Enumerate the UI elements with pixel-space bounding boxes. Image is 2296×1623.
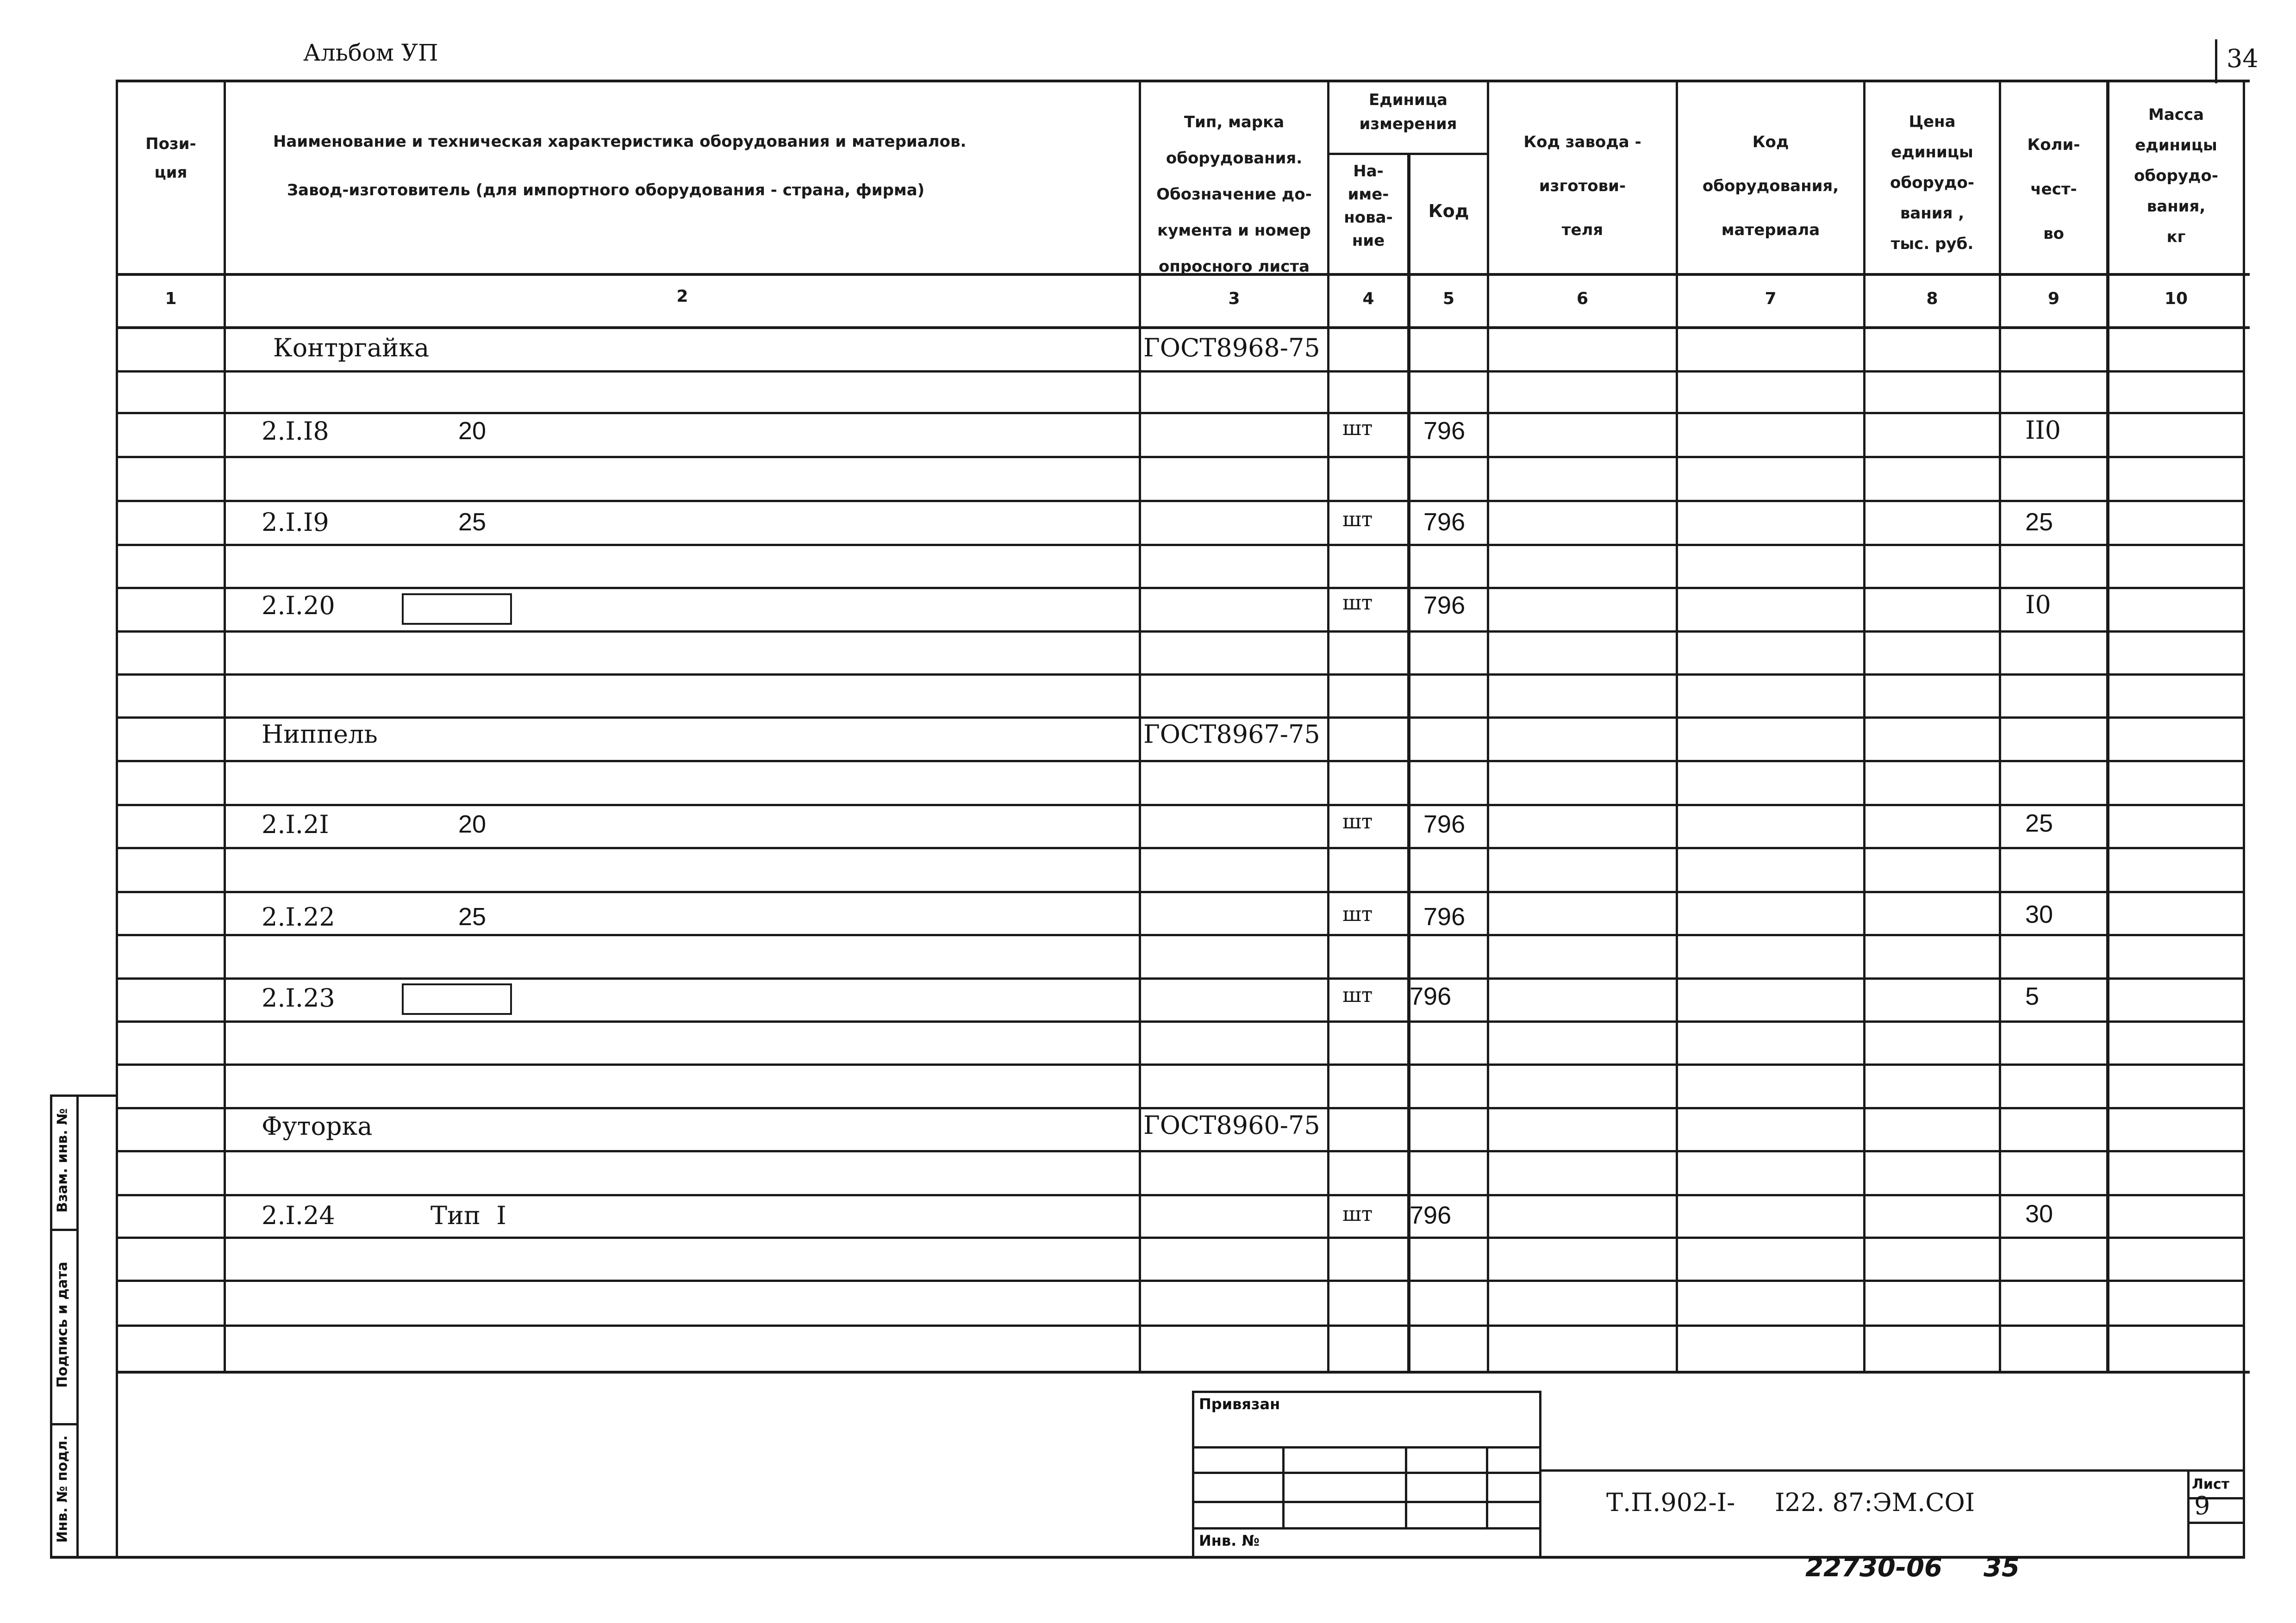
unit-subheader-line <box>1327 153 1489 155</box>
item-quantity: II0 <box>2025 416 2061 445</box>
item-code: 796 <box>1423 903 1466 931</box>
row-line <box>116 1194 2245 1196</box>
col-border-5 <box>1487 80 1489 1373</box>
side-label-vzam: Взам. инв. № <box>54 1108 71 1213</box>
item-quantity: 25 <box>2025 809 2053 837</box>
item-code: 796 <box>1423 508 1466 536</box>
item-quantity: 25 <box>2025 508 2053 536</box>
item-unit: шт <box>1342 983 1373 1007</box>
col-border-1 <box>224 80 226 1373</box>
designation-code: Т.П.902-I- I22. 87:ЭМ.COI <box>1606 1488 1975 1517</box>
side-label-podpis: Подпись и дата <box>54 1262 71 1388</box>
item-unit: шт <box>1342 902 1373 926</box>
item-position: 2.I.20 <box>262 591 335 620</box>
col-header-position: Пози- ция <box>145 135 196 182</box>
col-number-3: 3 <box>1228 289 1240 308</box>
row-line <box>116 500 2245 502</box>
col-number-8: 8 <box>1926 289 1938 308</box>
sheet-box-left <box>2187 1469 2190 1556</box>
item-size: 20 <box>458 417 487 445</box>
row-line <box>116 977 2245 980</box>
col-number-6: 6 <box>1576 289 1589 308</box>
album-label: Альбом УП <box>303 39 438 66</box>
group-name: Футорка <box>262 1112 373 1141</box>
item-size: 20 <box>458 810 487 838</box>
size-placeholder-box <box>402 983 512 1015</box>
col-number-1: 1 <box>165 289 177 308</box>
inv-no-label: Инв. № <box>1199 1532 1260 1549</box>
privyazan-line-2 <box>1192 1472 1541 1474</box>
item-position: 2.I.I8 <box>262 417 329 446</box>
group-name: Ниппель <box>262 720 378 749</box>
privyazan-col-1 <box>1282 1446 1285 1527</box>
col-header-price: Цена единицы оборудо- вания , тыс. руб. <box>1890 112 1974 253</box>
table-top-border <box>116 80 2250 82</box>
side-stamp-left <box>50 1094 52 1558</box>
archive-page: 35 <box>1984 1553 2020 1583</box>
col-header-name-line1: Наименование и техническая характеристика оборудования и материалов. <box>273 132 967 151</box>
col-header-name-line2: Завод-изготовитель (для импортного оборудования - страна, фирма) <box>287 181 925 199</box>
group-name: Контргайка <box>273 333 430 362</box>
item-quantity: 5 <box>2025 983 2040 1010</box>
table-bottom-border <box>116 1371 2250 1374</box>
item-quantity: I0 <box>2025 590 2051 619</box>
sheet-label: Лист <box>2192 1476 2230 1492</box>
item-size: Тип I <box>430 1201 506 1230</box>
col-number-7: 7 <box>1765 289 1777 308</box>
row-line <box>116 891 2245 893</box>
side-label-inv-podl: Инв. № подл. <box>54 1435 71 1543</box>
group-doc: ГОСТ8968-75 <box>1143 333 1320 362</box>
col-border-10 <box>2243 80 2245 1558</box>
row-line <box>116 804 2245 806</box>
item-unit: шт <box>1342 417 1373 440</box>
item-unit: шт <box>1342 508 1373 531</box>
row-line <box>116 587 2245 589</box>
group-doc: ГОСТ8960-75 <box>1143 1111 1320 1140</box>
item-position: 2.I.22 <box>262 902 335 932</box>
privyazan-line-1 <box>1192 1446 1541 1449</box>
row-line <box>116 1063 2245 1066</box>
page-number: 34 <box>2227 44 2259 73</box>
item-unit: шт <box>1342 591 1373 615</box>
item-quantity: 30 <box>2025 1200 2053 1228</box>
row-line <box>116 934 2245 936</box>
col-header-factory-code: Код завода - изготови- теля <box>1523 133 1641 239</box>
row-line <box>116 630 2245 633</box>
col-border-6 <box>1676 80 1678 1373</box>
col-border-7 <box>1863 80 1866 1373</box>
row-line <box>116 1280 2245 1282</box>
item-unit: шт <box>1342 810 1373 833</box>
col-border-8 <box>1999 80 2001 1373</box>
item-size: 25 <box>458 508 487 536</box>
col-number-2: 2 <box>676 287 688 306</box>
row-line <box>116 370 2245 373</box>
row-line <box>116 1325 2245 1327</box>
row-line <box>116 847 2245 849</box>
item-quantity: 30 <box>2025 901 2053 928</box>
sheet-value-box-bottom <box>2187 1522 2245 1524</box>
group-doc: ГОСТ8967-75 <box>1143 720 1320 749</box>
row-line <box>116 760 2245 762</box>
side-stamp-mid <box>76 1094 79 1558</box>
col-header-equipment-code: Код оборудования, материала <box>1702 133 1839 239</box>
col-border-4 <box>1407 153 1410 1373</box>
item-position: 2.I.I9 <box>262 508 329 537</box>
col-header-type: Тип, марка оборудования. Обозначение до- кумента и номер опросного листа <box>1156 113 1312 276</box>
col-header-unit-code: Код <box>1428 201 1469 221</box>
numbers-bottom-border <box>116 326 2250 329</box>
row-line <box>116 456 2245 458</box>
item-position: 2.I.23 <box>262 983 335 1013</box>
col-border-3 <box>1327 80 1329 1373</box>
col-header-unit: Единица измерения <box>1359 91 1457 133</box>
privyazan-col-2 <box>1405 1446 1407 1527</box>
privyazan-label: Привязан <box>1199 1395 1280 1413</box>
col-number-5: 5 <box>1442 289 1455 308</box>
col-number-9: 9 <box>2047 289 2060 308</box>
privyazan-col-3 <box>1486 1446 1488 1527</box>
col-number-4: 4 <box>1362 289 1374 308</box>
designation-top-line <box>1541 1469 2245 1472</box>
item-code: 796 <box>1410 983 1452 1010</box>
row-line <box>116 1107 2245 1109</box>
col-header-mass: Масса единицы оборудо- вания, кг <box>2134 106 2218 246</box>
col-border-9 <box>2106 80 2109 1373</box>
size-placeholder-box <box>402 593 512 625</box>
col-header-quantity: Коли- чест- во <box>2027 136 2080 243</box>
item-code: 796 <box>1423 591 1466 619</box>
archive-number: 22730-06 <box>1805 1553 1942 1583</box>
row-line <box>116 544 2245 546</box>
item-code: 796 <box>1423 810 1466 838</box>
row-line <box>116 716 2245 719</box>
item-unit: шт <box>1342 1202 1373 1226</box>
page-number-divider <box>2215 39 2217 83</box>
row-line <box>116 1237 2245 1239</box>
item-size: 25 <box>458 903 487 931</box>
privyazan-line-3 <box>1192 1501 1541 1503</box>
col-number-10: 10 <box>2164 289 2188 308</box>
sheet-value: 9 <box>2194 1491 2210 1520</box>
col-header-unit-name: На- име- нова- ние <box>1344 162 1393 250</box>
row-line <box>116 1150 2245 1152</box>
row-line <box>116 673 2245 676</box>
item-code: 796 <box>1423 417 1466 445</box>
privyazan-line-4 <box>1192 1527 1541 1530</box>
item-position: 2.I.24 <box>262 1201 335 1230</box>
item-code: 796 <box>1410 1201 1452 1229</box>
item-position: 2.I.2I <box>262 810 329 839</box>
row-line <box>116 412 2245 414</box>
row-line <box>116 1020 2245 1023</box>
